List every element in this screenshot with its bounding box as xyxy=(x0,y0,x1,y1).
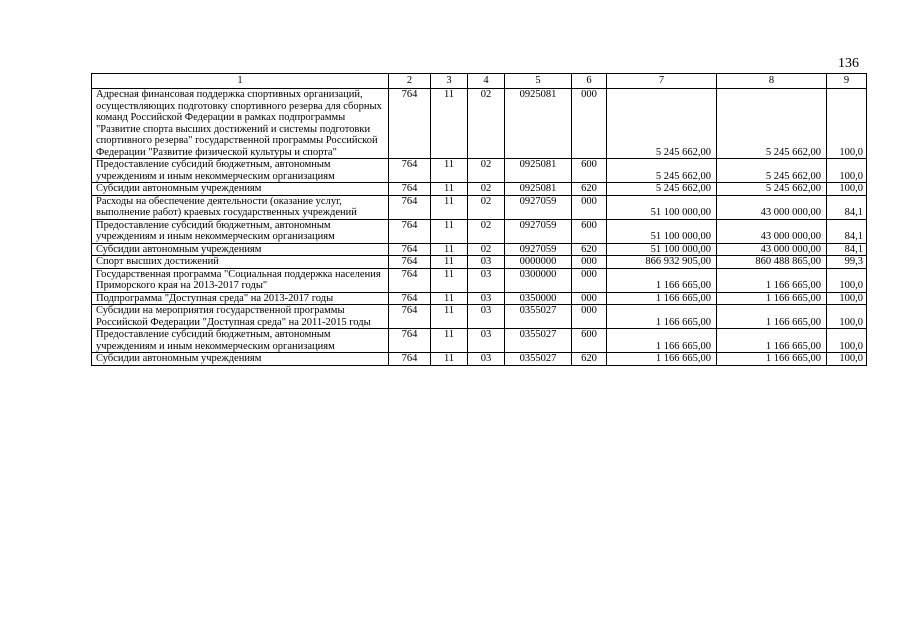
target-article-code: 0300000 xyxy=(505,268,572,292)
expense-type-code: 600 xyxy=(572,329,607,353)
expense-name: Предоставление субсидий бюджетным, автономным учреждениям и иным некоммерческим организациям xyxy=(92,219,389,243)
target-article-code: 0355027 xyxy=(505,329,572,353)
table-row xyxy=(92,268,867,292)
page-number: 136 xyxy=(838,56,859,71)
ministry-code: 764 xyxy=(389,305,431,329)
table-row xyxy=(92,89,867,159)
subsection-code: 03 xyxy=(468,305,505,329)
planned-amount: 51 100 000,00 xyxy=(607,243,717,256)
expense-name: Субсидии автономным учреждениям xyxy=(92,243,389,256)
table-row xyxy=(92,243,867,256)
table-row xyxy=(92,329,867,353)
expense-type-code: 000 xyxy=(572,195,607,219)
table-row xyxy=(92,305,867,329)
ministry-code: 764 xyxy=(389,89,431,159)
executed-amount: 5 245 662,00 xyxy=(717,89,827,159)
subsection-code: 03 xyxy=(468,268,505,292)
section-code: 11 xyxy=(431,89,468,159)
planned-amount: 51 100 000,00 xyxy=(607,219,717,243)
header-cell: 2 xyxy=(389,74,431,89)
section-code: 11 xyxy=(431,305,468,329)
target-article-code: 0925081 xyxy=(505,159,572,183)
subsection-code: 03 xyxy=(468,329,505,353)
target-article-code: 0355027 xyxy=(505,305,572,329)
executed-amount: 43 000 000,00 xyxy=(717,243,827,256)
subsection-code: 02 xyxy=(468,183,505,196)
table-row xyxy=(92,292,867,305)
expense-type-code: 620 xyxy=(572,243,607,256)
expense-name: Предоставление субсидий бюджетным, автономным учреждениям и иным некоммерческим организациям xyxy=(92,159,389,183)
executed-amount: 43 000 000,00 xyxy=(717,219,827,243)
target-article-code: 0000000 xyxy=(505,256,572,269)
header-cell: 6 xyxy=(572,74,607,89)
executed-amount: 1 166 665,00 xyxy=(717,329,827,353)
section-code: 11 xyxy=(431,195,468,219)
expense-type-code: 600 xyxy=(572,219,607,243)
ministry-code: 764 xyxy=(389,353,431,366)
planned-amount: 1 166 665,00 xyxy=(607,329,717,353)
planned-amount: 1 166 665,00 xyxy=(607,305,717,329)
planned-amount: 5 245 662,00 xyxy=(607,159,717,183)
expense-name: Расходы на обеспечение деятельности (оказание услуг, выполнение работ) краевых государственных учреждений xyxy=(92,195,389,219)
target-article-code: 0925081 xyxy=(505,89,572,159)
execution-percent: 100,0 xyxy=(827,305,867,329)
execution-percent: 84,1 xyxy=(827,195,867,219)
header-row xyxy=(92,74,867,89)
expense-name: Государственная программа "Социальная поддержка населения Приморского края на 2013-2017 годы" xyxy=(92,268,389,292)
target-article-code: 0927059 xyxy=(505,243,572,256)
subsection-code: 02 xyxy=(468,159,505,183)
executed-amount: 43 000 000,00 xyxy=(717,195,827,219)
executed-amount: 860 488 865,00 xyxy=(717,256,827,269)
ministry-code: 764 xyxy=(389,195,431,219)
section-code: 11 xyxy=(431,268,468,292)
section-code: 11 xyxy=(431,243,468,256)
target-article-code: 0927059 xyxy=(505,195,572,219)
header-cell: 3 xyxy=(431,74,468,89)
expense-type-code: 000 xyxy=(572,89,607,159)
header-cell: 8 xyxy=(717,74,827,89)
expense-name: Субсидии автономным учреждениям xyxy=(92,183,389,196)
expense-type-code: 600 xyxy=(572,159,607,183)
subsection-code: 02 xyxy=(468,219,505,243)
execution-percent: 100,0 xyxy=(827,268,867,292)
subsection-code: 03 xyxy=(468,256,505,269)
table-row xyxy=(92,159,867,183)
ministry-code: 764 xyxy=(389,256,431,269)
expense-type-code: 000 xyxy=(572,305,607,329)
header-cell: 4 xyxy=(468,74,505,89)
section-code: 11 xyxy=(431,329,468,353)
executed-amount: 5 245 662,00 xyxy=(717,183,827,196)
subsection-code: 02 xyxy=(468,89,505,159)
ministry-code: 764 xyxy=(389,219,431,243)
planned-amount: 51 100 000,00 xyxy=(607,195,717,219)
execution-percent: 99,3 xyxy=(827,256,867,269)
subsection-code: 03 xyxy=(468,353,505,366)
expense-type-code: 620 xyxy=(572,353,607,366)
planned-amount: 1 166 665,00 xyxy=(607,292,717,305)
ministry-code: 764 xyxy=(389,292,431,305)
execution-percent: 100,0 xyxy=(827,183,867,196)
ministry-code: 764 xyxy=(389,243,431,256)
planned-amount: 5 245 662,00 xyxy=(607,183,717,196)
table-row xyxy=(92,183,867,196)
ministry-code: 764 xyxy=(389,183,431,196)
table-row xyxy=(92,256,867,269)
execution-percent: 84,1 xyxy=(827,243,867,256)
section-code: 11 xyxy=(431,159,468,183)
expense-name: Предоставление субсидий бюджетным, автономным учреждениям и иным некоммерческим организациям xyxy=(92,329,389,353)
planned-amount: 1 166 665,00 xyxy=(607,353,717,366)
budget-table xyxy=(91,73,867,366)
planned-amount: 1 166 665,00 xyxy=(607,268,717,292)
planned-amount: 5 245 662,00 xyxy=(607,89,717,159)
expense-type-code: 000 xyxy=(572,256,607,269)
executed-amount: 1 166 665,00 xyxy=(717,268,827,292)
execution-percent: 100,0 xyxy=(827,292,867,305)
section-code: 11 xyxy=(431,219,468,243)
expense-type-code: 000 xyxy=(572,292,607,305)
subsection-code: 02 xyxy=(468,195,505,219)
section-code: 11 xyxy=(431,353,468,366)
subsection-code: 02 xyxy=(468,243,505,256)
execution-percent: 84,1 xyxy=(827,219,867,243)
execution-percent: 100,0 xyxy=(827,353,867,366)
header-cell: 9 xyxy=(827,74,867,89)
section-code: 11 xyxy=(431,292,468,305)
execution-percent: 100,0 xyxy=(827,89,867,159)
section-code: 11 xyxy=(431,183,468,196)
ministry-code: 764 xyxy=(389,329,431,353)
table-row xyxy=(92,353,867,366)
expense-name: Спорт высших достижений xyxy=(92,256,389,269)
executed-amount: 1 166 665,00 xyxy=(717,292,827,305)
expense-name: Субсидии автономным учреждениям xyxy=(92,353,389,366)
table-row xyxy=(92,195,867,219)
expense-name: Адресная финансовая поддержка спортивных организаций, осуществляющих подготовку спортивного резерва для сборных команд Российской Федерации в рамках подпрограммы "Развитие спорта высших достижений и системы подготовки спортивного резерва" государственной программы Российской Федерации "Развитие физической культуры и спорта" xyxy=(92,89,389,159)
executed-amount: 1 166 665,00 xyxy=(717,353,827,366)
executed-amount: 5 245 662,00 xyxy=(717,159,827,183)
target-article-code: 0925081 xyxy=(505,183,572,196)
target-article-code: 0355027 xyxy=(505,353,572,366)
planned-amount: 866 932 905,00 xyxy=(607,256,717,269)
expense-name: Субсидии на мероприятия государственной программы Российской Федерации "Доступная среда" на 2011-2015 годы xyxy=(92,305,389,329)
header-cell: 1 xyxy=(92,74,389,89)
execution-percent: 100,0 xyxy=(827,159,867,183)
ministry-code: 764 xyxy=(389,268,431,292)
header-cell: 7 xyxy=(607,74,717,89)
ministry-code: 764 xyxy=(389,159,431,183)
section-code: 11 xyxy=(431,256,468,269)
expense-type-code: 620 xyxy=(572,183,607,196)
executed-amount: 1 166 665,00 xyxy=(717,305,827,329)
expense-name: Подпрограмма "Доступная среда" на 2013-2017 годы xyxy=(92,292,389,305)
execution-percent: 100,0 xyxy=(827,329,867,353)
expense-type-code: 000 xyxy=(572,268,607,292)
subsection-code: 03 xyxy=(468,292,505,305)
table-row xyxy=(92,219,867,243)
header-cell: 5 xyxy=(505,74,572,89)
target-article-code: 0350000 xyxy=(505,292,572,305)
target-article-code: 0927059 xyxy=(505,219,572,243)
